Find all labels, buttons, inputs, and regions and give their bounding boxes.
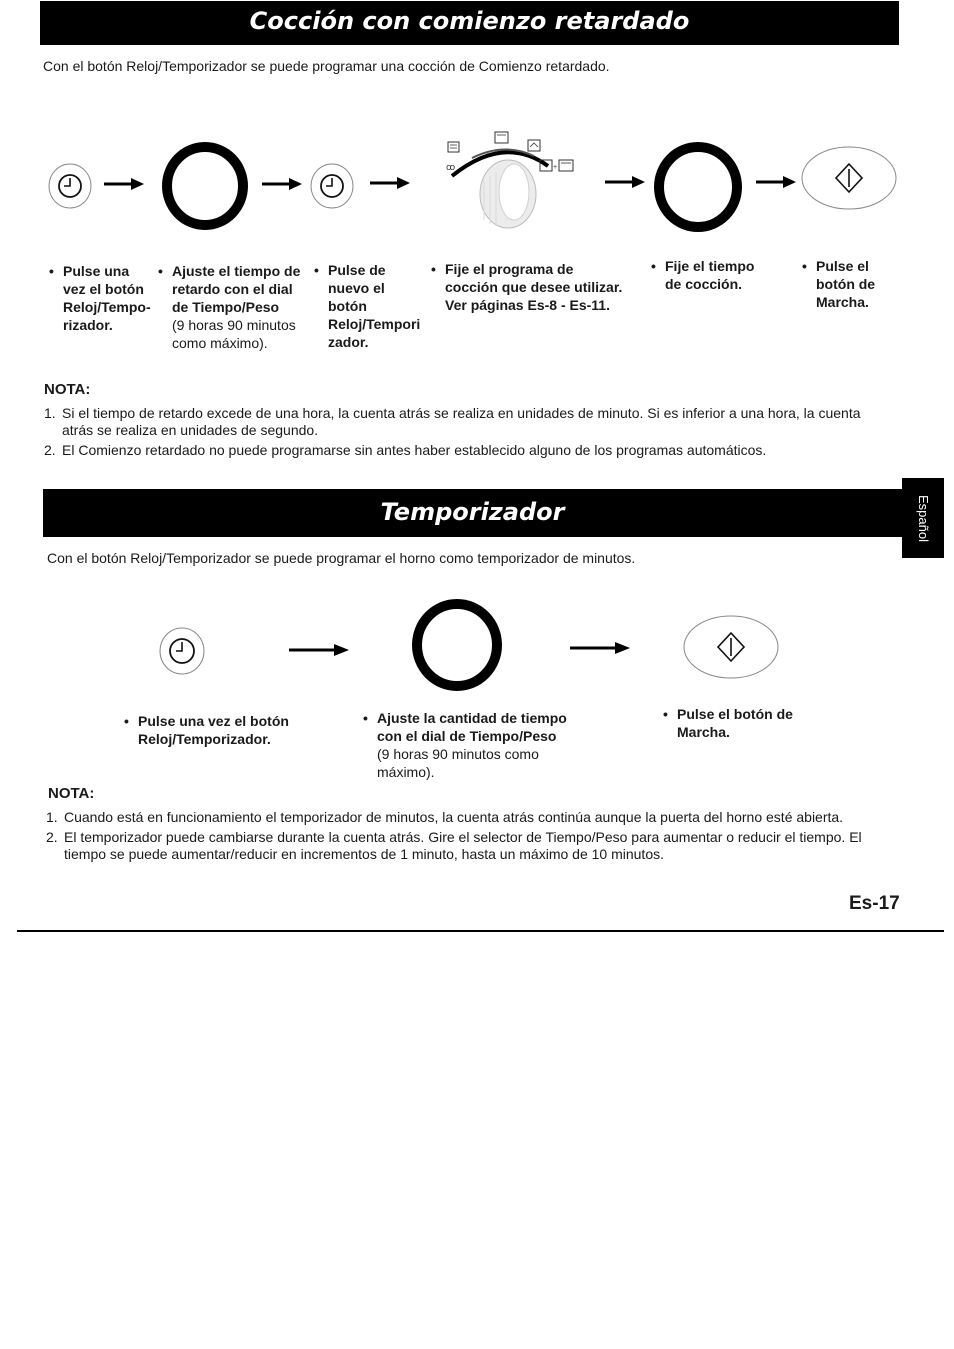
start-button-icon [800, 145, 898, 211]
arrow-icon [289, 643, 349, 657]
page-number: Es-17 [849, 893, 900, 914]
step-1: • Pulse una vez el botón Reloj/Tempo- rizador. [49, 263, 151, 333]
timer-step-2: • Ajuste la cantidad de tiempo con el dial de Tiempo/Peso (9 horas 90 minutos como máximo). [363, 710, 567, 780]
step-4: • Fije el programa de cocción que desee utilizar. Ver páginas Es-8 - Es-11. [431, 261, 623, 313]
note-item: 1. Si el tiempo de retardo excede de una hora, la cuenta atrás se realiza en unidades de minuto. Si es inferior a una hora, la cuenta atrás se realiza en unidades de segundo. [44, 405, 861, 438]
clock-button-icon [159, 627, 205, 675]
svg-text:+: + [553, 164, 558, 171]
dial-icon [410, 597, 504, 693]
timer-step-1: • Pulse una vez el botón Reloj/Temporizador. [124, 713, 289, 747]
arrow-icon [104, 177, 144, 191]
section2-intro: Con el botón Reloj/Temporizador se puede programar el horno como temporizador de minutos. [47, 550, 636, 566]
timer-step-3: • Pulse el botón de Marcha. [663, 706, 793, 740]
section-title-timer: Temporizador [43, 489, 902, 537]
step-6: • Pulse el botón de Marcha. [802, 258, 876, 310]
clock-button-icon [310, 163, 354, 209]
step-5: • Fije el tiempo de cocción. [651, 258, 755, 292]
note-item: 2. El Comienzo retardado no puede programarse sin antes haber establecido alguno de los programas automáticos. [44, 442, 767, 458]
note-item: 2. El temporizador puede cambiarse durante la cuenta atrás. Gire el selector de Tiempo/Peso para aumentar o reducir el tiempo. El tiempo se puede aumentar/reducir en incrementos de 1 minuto, hasta un máximo de 10 minutos. [46, 829, 862, 862]
arrow-icon [605, 175, 645, 189]
footer-rule [17, 930, 944, 932]
step-3: • Pulse de nuevo el botón Reloj/Tempori zador. [314, 262, 421, 350]
nota-label: NOTA: [48, 785, 95, 802]
start-button-icon [682, 614, 780, 680]
arrow-icon [370, 176, 410, 190]
notes-list [44, 405, 894, 462]
svg-text:ꝏ: ꝏ [446, 163, 456, 173]
arrow-icon [756, 175, 796, 189]
section-title-delayed-start: Cocción con comienzo retardado [40, 1, 899, 45]
dial-icon [652, 140, 744, 234]
note-item: 1. Cuando está en funcionamiento el temporizador de minutos, la cuenta atrás continúa aunque la puerta del horno esté abierta. [46, 809, 844, 825]
arrow-icon [262, 177, 302, 191]
clock-button-icon [48, 163, 92, 209]
nota-label: NOTA: [44, 381, 91, 398]
dial-icon [160, 140, 250, 232]
language-tab: Español [902, 478, 944, 558]
arrow-icon [570, 641, 630, 655]
notes-list [46, 809, 896, 866]
program-selector-icon [444, 130, 580, 234]
step-2: • Ajuste el tiempo de retardo con el dial de Tiempo/Peso (9 horas 90 minutos como máximo). [158, 263, 301, 351]
section1-intro: Con el botón Reloj/Temporizador se puede programar una cocción de Comienzo retardado. [43, 58, 610, 74]
